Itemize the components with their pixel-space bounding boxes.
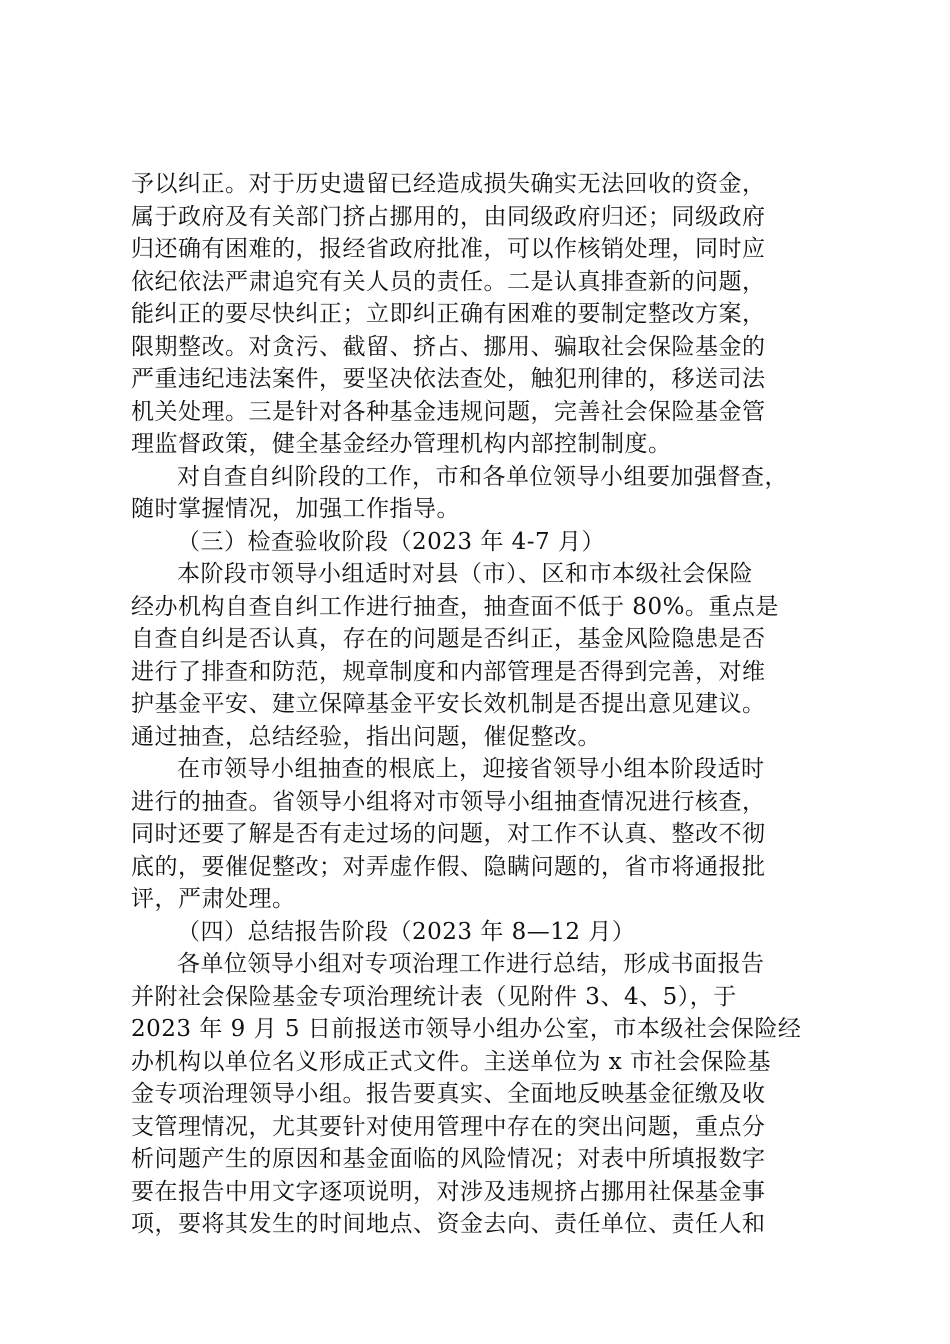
text-line: 析问题产生的原因和基金面临的风险情况；对表中所填报数字 — [131, 1146, 766, 1172]
text-line: 能纠正的要尽快纠正；立即纠正确有困难的要制定整改方案， — [131, 301, 766, 327]
text-line: 并附社会保险基金专项治理统计表（见附件 3、4、5），于 — [131, 983, 737, 1010]
text-line: 属于政府及有关部门挤占挪用的，由同级政府归还；同级政府 — [131, 203, 766, 230]
text-line: 理监督政策，健全基金经办管理机构内部控制制度。 — [131, 431, 672, 457]
text-line: 进行的抽查。省领导小组将对市领导小组抽查情况进行核查， — [131, 788, 766, 815]
text-line: （三）检查验收阶段（2023 年 4-7 月） — [177, 528, 606, 555]
text-line: 项，要将其发生的时间地点、资金去向、责任单位、责任人和 — [131, 1211, 766, 1237]
document-body — [131, 168, 836, 1241]
text-line: 本阶段市领导小组适时对县（市）、区和市本级社会保险 — [177, 561, 753, 587]
text-line: 对自查自纠阶段的工作，市和各单位领导小组要加强督查， — [177, 463, 788, 490]
text-line: 2023 年 9 月 5 日前报送市领导小组办公室，市本级社会保险经 — [131, 1016, 802, 1042]
text-line: 金专项治理领导小组。报告要真实、全面地反映基金征缴及收 — [131, 1081, 766, 1107]
text-line: 通过抽查，总结经验，指出问题，催促整改。 — [131, 723, 601, 750]
text-line: 同时还要了解是否有走过场的问题，对工作不认真、整改不彻 — [131, 821, 766, 847]
text-line: （四）总结报告阶段（2023 年 8—12 月） — [177, 918, 636, 945]
text-line: 随时掌握情况，加强工作指导。 — [131, 496, 460, 522]
text-line: 严重违纪违法案件，要坚决依法查处，触犯刑律的，移送司法 — [131, 366, 766, 392]
text-line: 护基金平安、建立保障基金平安长效机制是否提出意见建议。 — [131, 691, 766, 717]
text-line: 限期整改。对贪污、截留、挤占、挪用、骗取社会保险基金的 — [131, 333, 766, 360]
text-line: 自查自纠是否认真，存在的问题是否纠正，基金风险隐患是否 — [131, 626, 766, 652]
text-line: 底的，要催促整改；对弄虚作假、隐瞒问题的，省市将通报批 — [131, 853, 766, 880]
text-line: 予以纠正。对于历史遗留已经造成损失确实无法回收的资金， — [131, 171, 766, 197]
text-line: 归还确有困难的，报经省政府批准，可以作核销处理，同时应 — [131, 236, 766, 262]
text-line: 进行了排查和防范，规章制度和内部管理是否得到完善，对维 — [131, 658, 766, 685]
text-line: 各单位领导小组对专项治理工作进行总结，形成书面报告 — [177, 951, 765, 977]
text-line: 要在报告中用文字逐项说明，对涉及违规挤占挪用社保基金事 — [131, 1178, 766, 1205]
text-line: 评，严肃处理。 — [131, 886, 296, 912]
text-line: 支管理情况，尤其要针对使用管理中存在的突出问题，重点分 — [131, 1113, 766, 1140]
text-line: 机关处理。三是针对各种基金违规问题，完善社会保险基金管 — [131, 398, 766, 425]
text-line: 依纪依法严肃追究有关人员的责任。二是认真排查新的问题， — [131, 268, 766, 295]
text-line: 经办机构自查自纠工作进行抽查，抽查面不低于 80%。重点是 — [131, 593, 779, 620]
text-line: 在市领导小组抽查的根底上，迎接省领导小组本阶段适时 — [177, 756, 765, 782]
text-line: 办机构以单位名义形成正式文件。主送单位为 x 市社会保险基 — [131, 1048, 772, 1075]
